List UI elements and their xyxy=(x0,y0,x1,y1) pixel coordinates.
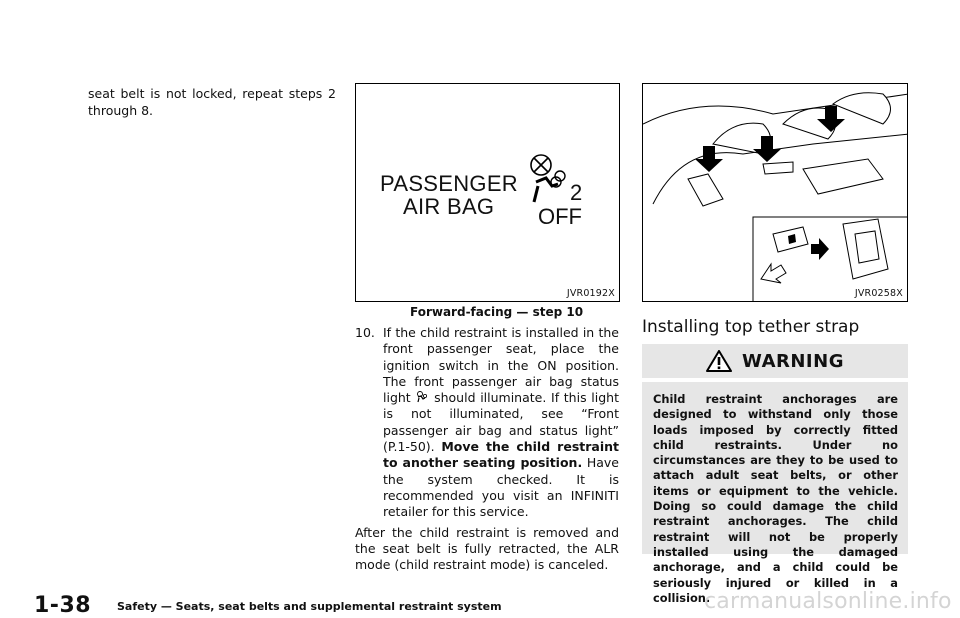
figure-id-2: JVR0258X xyxy=(854,288,903,299)
section-heading: Installing top tether strap xyxy=(642,317,860,337)
left-column-text: seat belt is not locked, repeat steps 2 through 8. xyxy=(88,86,336,118)
figure-id: JVR0192X xyxy=(566,288,615,299)
panel-label-line1: PASSENGER xyxy=(380,171,518,196)
tether-anchor-figure xyxy=(642,83,908,302)
warning-header xyxy=(642,344,908,378)
status-number: 2 xyxy=(570,180,583,205)
figure-caption: Forward-facing — step 10 xyxy=(410,305,584,319)
step-10 xyxy=(355,325,619,573)
after-paragraph: After the child restraint is removed and the seat belt is fully retracted, the ALR mode (child restraint mode) is canceled. xyxy=(355,524,619,573)
panel-label-line2: AIR BAG xyxy=(403,194,495,219)
off-label: OFF xyxy=(538,204,582,229)
tether-illustration xyxy=(643,84,908,302)
step-text xyxy=(383,325,619,521)
warning-title: WARNING xyxy=(742,350,844,372)
arrow-down-icon xyxy=(695,146,723,172)
passenger-airbag-figure xyxy=(355,83,620,302)
footer-title: Safety — Seats, seat belts and supplemental restraint system xyxy=(117,600,502,613)
warning-body: Child restraint anchorages are designed to withstand only those loads imposed by correctly fitted child restraints. Under no circumstances are they to be used to attach adult seat belts, or other items or equipment to the vehicle. Doing so could damage the child restraint anchorages. The child restraint will not be properly installed using the damaged anchorage, and a child could be seriously injured or killed in a collision. xyxy=(642,382,908,554)
warning-icon xyxy=(706,350,732,372)
watermark: carmanualsonline.info xyxy=(704,589,952,614)
airbag-status-icon xyxy=(416,391,428,403)
step-text-c: Have the system checked. It is recommended you visit an INFINITI retailer for this service. xyxy=(383,455,619,520)
airbag-off-icon xyxy=(528,152,576,212)
step-text-bold: Move the child restraint to another seating position. xyxy=(383,439,619,471)
step-number: 10. xyxy=(355,325,375,340)
page-number: 1-38 xyxy=(34,593,92,618)
step-text-b: should illuminate. If this light is not illuminated, see “Front passenger air bag and status light” (P.1-50). xyxy=(383,390,619,455)
step-text-a: If the child restraint is installed in the front passenger seat, place the ignition switch in the ON position. The front passenger air bag status light xyxy=(383,325,619,406)
